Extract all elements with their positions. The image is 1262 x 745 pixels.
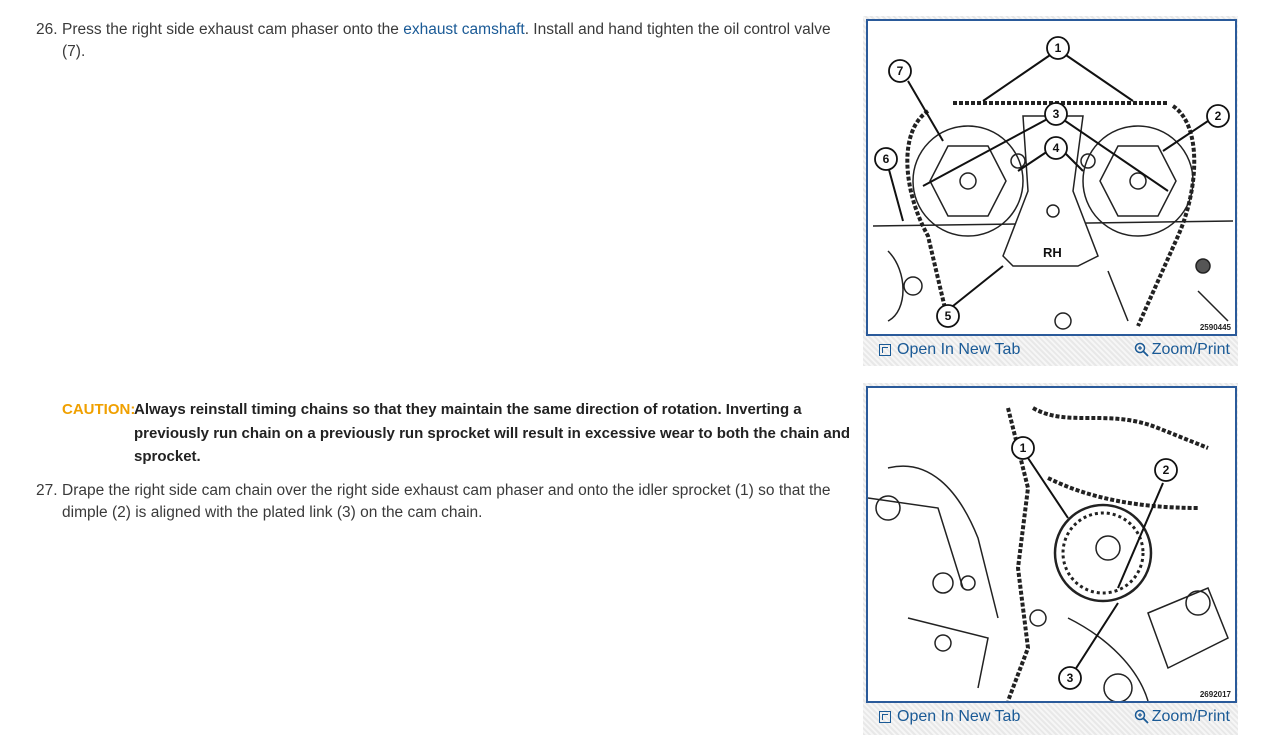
cam-phaser-illustration — [868, 21, 1235, 334]
caution-text — [134, 398, 854, 469]
step-text — [62, 480, 862, 524]
open-in-new-tab-button[interactable] — [879, 708, 1020, 726]
open-new-tab-icon — [879, 344, 891, 356]
rh-label: RH — [1043, 245, 1062, 260]
magnifier-icon — [1134, 709, 1150, 725]
magnifier-icon — [1134, 342, 1150, 358]
zoom-print-button[interactable] — [1134, 341, 1230, 359]
figure-idler-sprocket — [863, 383, 1238, 735]
figure-toolbar — [863, 336, 1238, 366]
zoom-label: Zoom/Print — [1151, 708, 1230, 725]
step-text-line: Drape the right side cam chain over the right side exhaust cam phaser and onto the idler sprocket (1) so that the — [62, 482, 831, 499]
callout-5: 5 — [944, 309, 952, 323]
exhaust-camshaft-link[interactable]: exhaust camshaft — [403, 21, 525, 38]
figure-image-frame[interactable] — [866, 19, 1237, 336]
zoom-print-button[interactable] — [1134, 708, 1230, 726]
step-text — [62, 19, 862, 63]
figure-code: 2692017 — [1199, 690, 1231, 699]
callout-1: 1 — [1019, 441, 1027, 455]
step-number: 26. — [36, 21, 58, 38]
open-label: Open In New Tab — [897, 341, 1021, 358]
caution-line: Always reinstall timing chains so that they maintain the same direction of rotation. Inverting a — [134, 401, 802, 418]
caution-line: sprocket. — [134, 448, 201, 465]
figure-image-frame[interactable] — [866, 386, 1237, 703]
callout-6: 6 — [882, 152, 890, 166]
step-text-part: Press the right side exhaust cam phaser onto the — [62, 21, 404, 38]
idler-sprocket-illustration — [868, 388, 1235, 701]
step-text-line: dimple (2) is aligned with the plated link (3) on the cam chain. — [62, 504, 483, 521]
callout-4: 4 — [1052, 141, 1060, 155]
open-new-tab-icon — [879, 711, 891, 723]
zoom-label: Zoom/Print — [1151, 341, 1230, 358]
callout-7: 7 — [896, 64, 904, 78]
caution-line: previously run chain on a previously run sprocket will result in excessive wear to both the chain and — [134, 424, 851, 442]
figure-toolbar — [863, 703, 1238, 733]
figure-cam-phaser — [863, 16, 1238, 366]
callout-3: 3 — [1052, 107, 1060, 121]
caution-label: CAUTION: — [62, 401, 136, 418]
step-text-part: . Install and hand tighten the oil control valve — [524, 21, 831, 38]
callout-2: 2 — [1162, 463, 1170, 477]
callout-1: 1 — [1054, 41, 1062, 55]
open-in-new-tab-button[interactable] — [879, 341, 1020, 359]
step-number: 27. — [36, 482, 58, 499]
open-label: Open In New Tab — [897, 708, 1021, 725]
callout-3: 3 — [1066, 671, 1074, 685]
figure-code: 2590445 — [1199, 323, 1231, 332]
step-text-line: (7). — [62, 43, 86, 60]
callout-2: 2 — [1214, 109, 1222, 123]
